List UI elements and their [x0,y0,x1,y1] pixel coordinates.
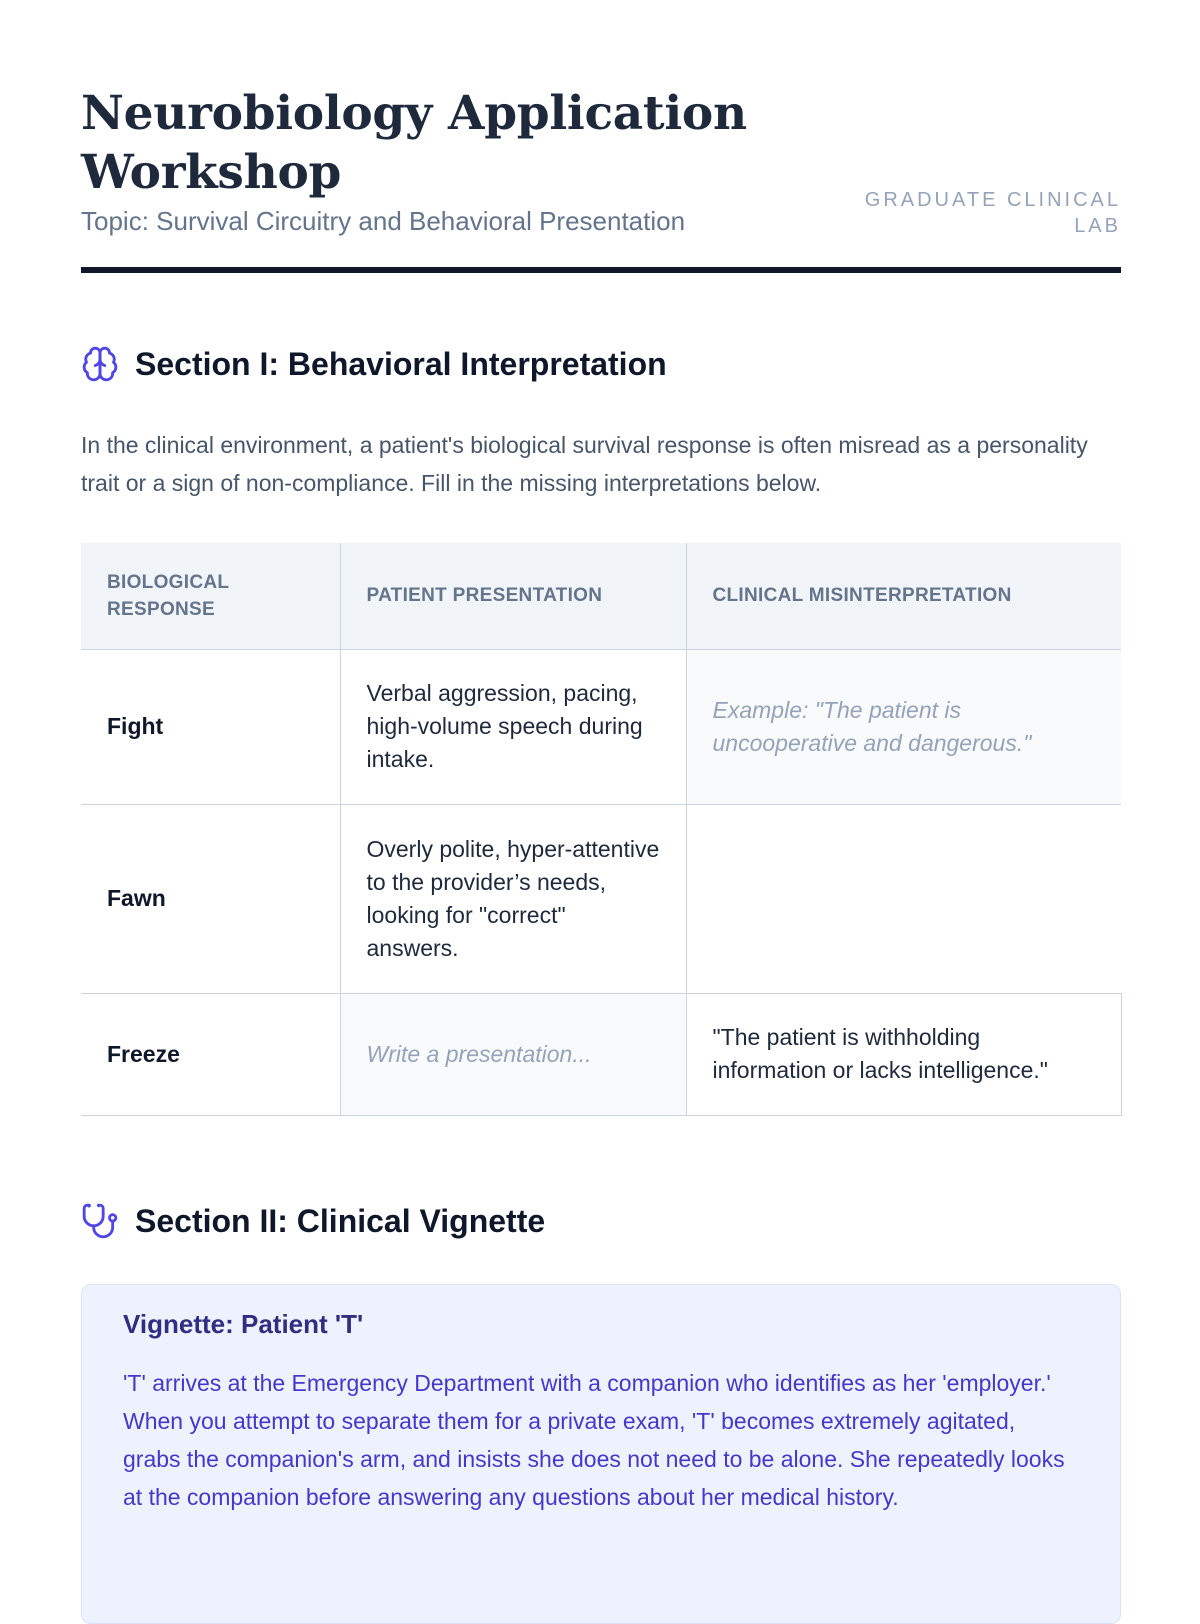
table-header-row [81,543,1121,649]
presentation-input[interactable]: Write a presentation... [340,993,686,1115]
table-row [81,804,1121,993]
misinterpretation-cell: "The patient is withholding information or lacks intelligence." [686,993,1121,1115]
column-header: CLINICAL MISINTERPRETATION [686,543,1121,649]
presentation-cell: Overly polite, hyper-attentive to the provider’s needs, looking for "correct" answers. [340,804,686,993]
section-1-intro: In the clinical environment, a patient's biological survival response is often misread as a personality trait or a sign of non-compliance. Fill in the missing interpretations below. [81,432,1088,496]
response-cell: Fight [81,649,340,804]
interpretation-table [81,543,1122,1116]
misinterpretation-input[interactable]: Example: "The patient is uncooperative and dangerous." [686,649,1121,804]
vignette-card [81,1284,1121,1624]
section-2-heading [81,1199,545,1243]
misinterpretation-input[interactable] [686,804,1121,993]
response-cell: Fawn [81,804,340,993]
worksheet-header [81,80,1121,275]
section-1-title: Section I: Behavioral Interpretation [135,345,667,382]
page-title: Neurobiology Application Workshop [81,86,747,200]
table-row [81,649,1121,804]
stethoscope-icon [81,1202,119,1240]
brain-icon [81,345,119,383]
section-1-heading [81,342,667,386]
section-2-title: Section II: Clinical Vignette [135,1202,546,1239]
vignette-title: Vignette: Patient 'T' [123,1309,364,1339]
header-divider [81,267,1121,273]
table-row [81,993,1121,1115]
column-header: BIOLOGICAL RESPONSE [81,543,340,649]
vignette-body: 'T' arrives at the Emergency Department with a companion who identifies as her 'employer.' When you attempt to separate them for a private exam, 'T' becomes extremely agitated, grabs the companion's arm, and insists she does not need to be alone. She repeatedly looks at the companion before answering any questions about her medical history. [123,1370,1065,1510]
response-cell: Freeze [81,993,340,1115]
lab-tag: GRADUATE CLINICAL LAB [864,189,1121,237]
column-header: PATIENT PRESENTATION [340,543,686,649]
presentation-cell: Verbal aggression, pacing, high-volume speech during intake. [340,649,686,804]
page-subtitle: Topic: Survival Circuitry and Behavioral Presentation [81,206,686,236]
